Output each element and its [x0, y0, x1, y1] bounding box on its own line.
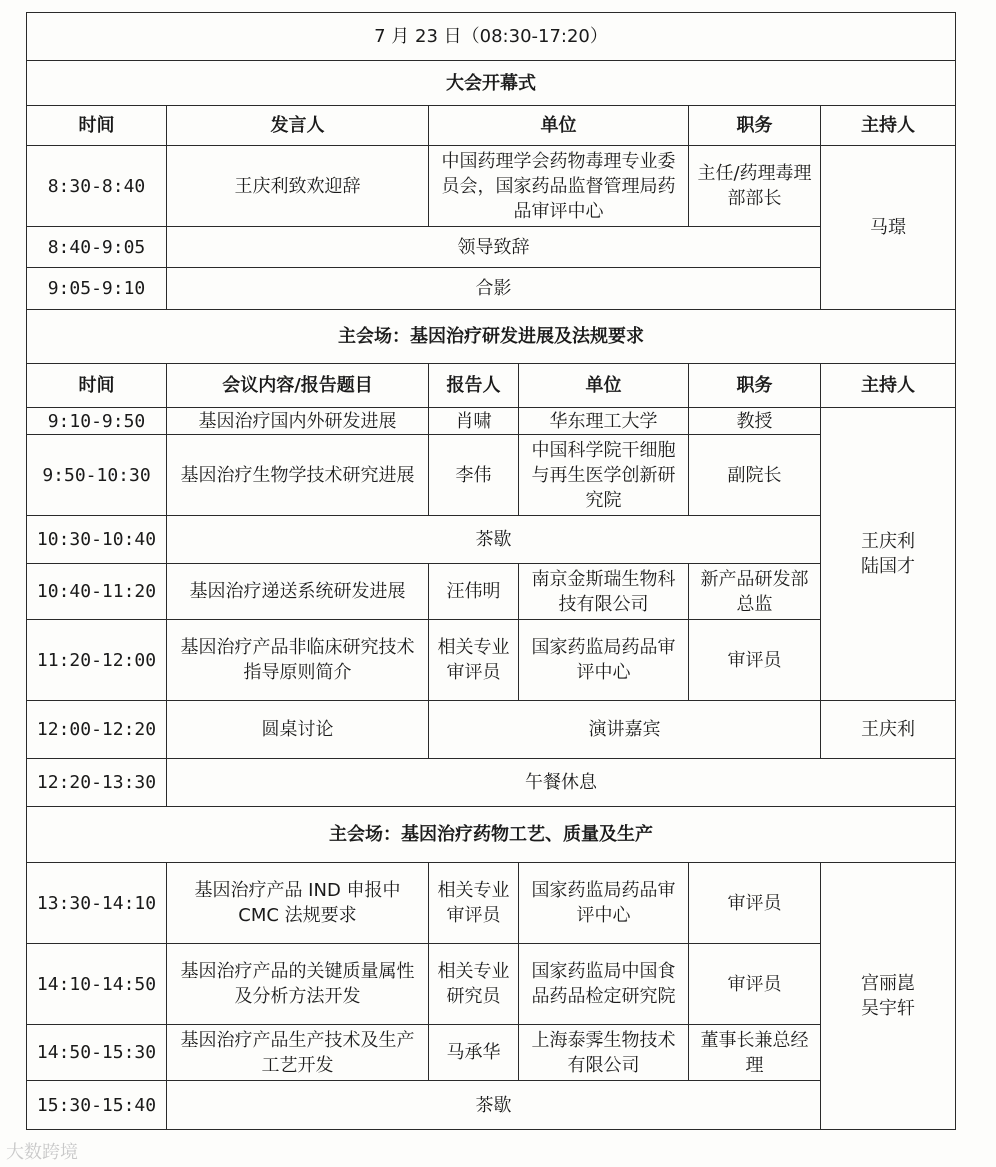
topic-cell: 基因治疗产品的关键质量属性及分析方法开发 [167, 944, 429, 1025]
table-row [27, 701, 956, 759]
table-row [27, 227, 956, 268]
table-row [27, 1025, 956, 1081]
position-cell: 主任/药理毒理部部长 [689, 146, 821, 227]
session1-title: 主会场：基因治疗研发进展及法规要求 [27, 310, 956, 364]
org-cell: 中国药理学会药物毒理专业委员会，国家药品监督管理局药品审评中心 [429, 146, 689, 227]
org-cell: 华东理工大学 [519, 408, 689, 435]
col-header-topic: 会议内容/报告题目 [167, 364, 429, 408]
org-cell: 国家药监局中国食品药品检定研究院 [519, 944, 689, 1025]
time-cell: 12:20-13:30 [27, 759, 167, 807]
host-name: 王庆利 [861, 531, 915, 552]
col-header-host: 主持人 [821, 106, 956, 146]
host-cell [821, 408, 956, 701]
reporter-cell: 李伟 [429, 435, 519, 516]
table-row [27, 1081, 956, 1130]
time-cell: 8:40-9:05 [27, 227, 167, 268]
table-row [27, 564, 956, 620]
position-cell: 审评员 [689, 620, 821, 701]
section-header-session2 [27, 807, 956, 863]
col-header-position: 职务 [689, 364, 821, 408]
col-header-speaker: 发言人 [167, 106, 429, 146]
col-header-time: 时间 [27, 364, 167, 408]
section-header-opening [27, 61, 956, 106]
col-header-org: 单位 [519, 364, 689, 408]
table-row [27, 268, 956, 310]
position-cell: 董事长兼总经理 [689, 1025, 821, 1081]
host-name: 吴宇轩 [861, 998, 915, 1019]
org-cell: 国家药监局药品审评中心 [519, 620, 689, 701]
table-row [27, 944, 956, 1025]
org-cell: 国家药监局药品审评中心 [519, 863, 689, 944]
reporter-cell: 相关专业研究员 [429, 944, 519, 1025]
speakers-cell: 演讲嘉宾 [429, 701, 821, 759]
reporter-cell: 马承华 [429, 1025, 519, 1081]
position-cell: 审评员 [689, 863, 821, 944]
table-row [27, 408, 956, 435]
item-cell: 茶歇 [167, 516, 821, 564]
host-name: 陆国才 [861, 556, 915, 577]
table-row [27, 516, 956, 564]
session2-title: 主会场：基因治疗药物工艺、质量及生产 [27, 807, 956, 863]
host-cell [821, 863, 956, 1130]
date-title: 7 月 23 日（08:30-17:20） [27, 13, 956, 61]
col-header-position: 职务 [689, 106, 821, 146]
table-row [27, 146, 956, 227]
time-cell: 15:30-15:40 [27, 1081, 167, 1130]
time-cell: 13:30-14:10 [27, 863, 167, 944]
opening-title: 大会开幕式 [27, 61, 956, 106]
col-header-host: 主持人 [821, 364, 956, 408]
col-header-time: 时间 [27, 106, 167, 146]
col-header-org: 单位 [429, 106, 689, 146]
time-cell: 9:50-10:30 [27, 435, 167, 516]
time-cell: 8:30-8:40 [27, 146, 167, 227]
session-column-headers [27, 364, 956, 408]
org-cell: 南京金斯瑞生物科技有限公司 [519, 564, 689, 620]
topic-cell: 基因治疗国内外研发进展 [167, 408, 429, 435]
item-cell: 领导致辞 [167, 227, 821, 268]
position-cell: 审评员 [689, 944, 821, 1025]
topic-cell: 基因治疗生物学技术研究进展 [167, 435, 429, 516]
item-cell: 茶歇 [167, 1081, 821, 1130]
item-cell: 合影 [167, 268, 821, 310]
time-cell: 10:40-11:20 [27, 564, 167, 620]
topic-cell: 基因治疗产品非临床研究技术指导原则简介 [167, 620, 429, 701]
time-cell: 11:20-12:00 [27, 620, 167, 701]
reporter-cell: 汪伟明 [429, 564, 519, 620]
host-name: 宫丽崑 [861, 973, 915, 994]
topic-cell: 圆桌讨论 [167, 701, 429, 759]
table-row [27, 863, 956, 944]
position-cell: 教授 [689, 408, 821, 435]
time-cell: 9:10-9:50 [27, 408, 167, 435]
topic-cell: 基因治疗递送系统研发进展 [167, 564, 429, 620]
time-cell: 14:50-15:30 [27, 1025, 167, 1081]
table-row [27, 435, 956, 516]
time-cell: 9:05-9:10 [27, 268, 167, 310]
host-cell: 马璟 [821, 146, 956, 310]
topic-cell: 基因治疗产品 IND 申报中 CMC 法规要求 [167, 863, 429, 944]
time-cell: 14:10-14:50 [27, 944, 167, 1025]
reporter-cell: 相关专业审评员 [429, 863, 519, 944]
col-header-reporter: 报告人 [429, 364, 519, 408]
reporter-cell: 相关专业审评员 [429, 620, 519, 701]
speaker-cell: 王庆利致欢迎辞 [167, 146, 429, 227]
table-row [27, 759, 956, 807]
reporter-cell: 肖啸 [429, 408, 519, 435]
table-row [27, 620, 956, 701]
org-cell: 上海泰霁生物技术有限公司 [519, 1025, 689, 1081]
opening-column-headers [27, 106, 956, 146]
schedule-table [26, 12, 956, 1130]
section-header-session1 [27, 310, 956, 364]
position-cell: 副院长 [689, 435, 821, 516]
position-cell: 新产品研发部总监 [689, 564, 821, 620]
org-cell: 中国科学院干细胞与再生医学创新研究院 [519, 435, 689, 516]
date-row [27, 13, 956, 61]
item-cell: 午餐休息 [167, 759, 956, 807]
time-cell: 10:30-10:40 [27, 516, 167, 564]
host-cell: 王庆利 [821, 701, 956, 759]
watermark: 大数跨境 [6, 1142, 78, 1163]
time-cell: 12:00-12:20 [27, 701, 167, 759]
topic-cell: 基因治疗产品生产技术及生产工艺开发 [167, 1025, 429, 1081]
